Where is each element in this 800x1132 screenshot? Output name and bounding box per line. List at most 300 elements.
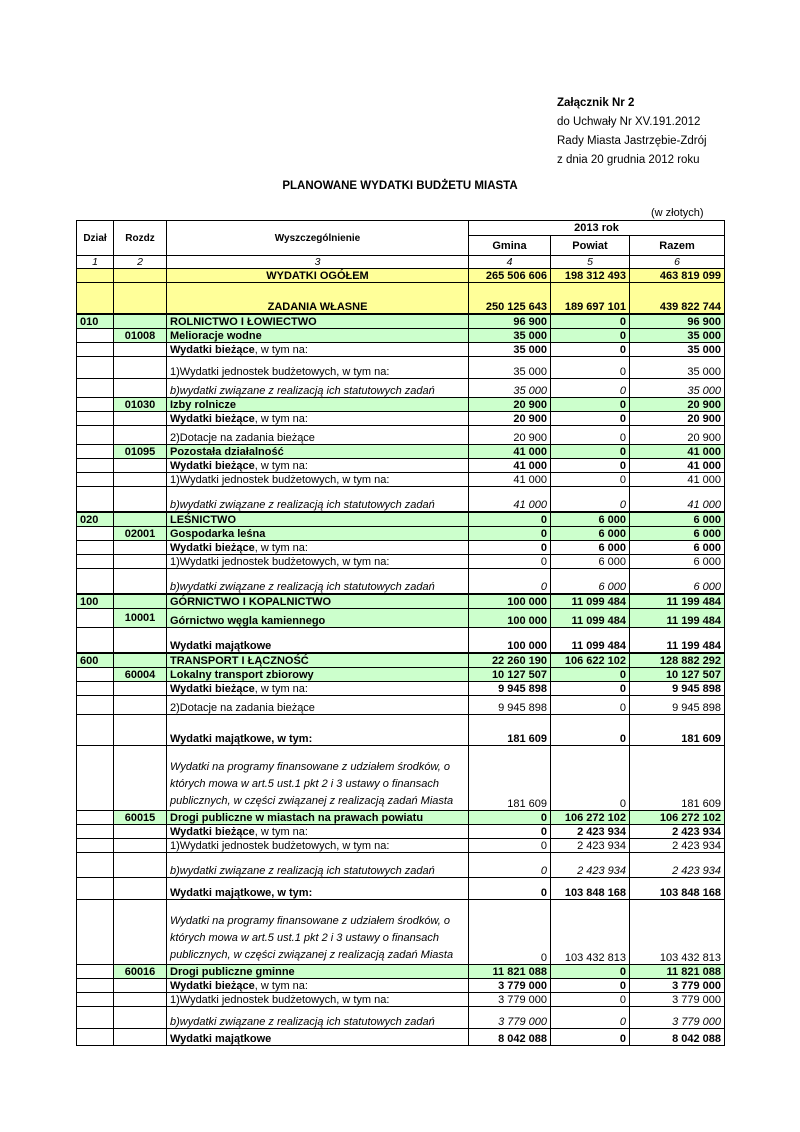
header-rozdz: Rozdz [114, 221, 167, 256]
dzial-cell [77, 527, 114, 541]
description-cell: GÓRNICTWO I KOPALNICTWO [167, 594, 469, 609]
column-number: 2 [114, 256, 167, 269]
table-row [77, 811, 725, 825]
header-gmina: Gmina [469, 236, 551, 256]
table-row [77, 979, 725, 993]
rozdz-cell [114, 979, 167, 993]
column-number: 3 [167, 256, 469, 269]
header-dzial: Dział [77, 221, 114, 256]
rozdz-cell [114, 541, 167, 555]
description-cell [167, 825, 469, 839]
rozdz-cell [114, 853, 167, 878]
powiat-value: 6 000 [551, 512, 630, 527]
header-year: 2013 rok [469, 221, 725, 236]
razem-value: 6 000 [630, 569, 725, 595]
gmina-value: 0 [469, 569, 551, 595]
gmina-value: 3 779 000 [469, 979, 551, 993]
razem-value: 3 779 000 [630, 993, 725, 1007]
powiat-value: 0 [551, 459, 630, 473]
razem-value: 10 127 507 [630, 668, 725, 682]
dzial-cell [77, 541, 114, 555]
table-row [77, 283, 725, 315]
description-cell [167, 878, 469, 900]
table-row [77, 379, 725, 398]
powiat-value: 0 [551, 357, 630, 379]
table-row [77, 459, 725, 473]
razem-value: 41 000 [630, 487, 725, 513]
table-row [77, 746, 725, 811]
razem-value: 11 199 484 [630, 628, 725, 654]
dzial-cell [77, 609, 114, 628]
description-cell: WYDATKI OGÓŁEM [167, 269, 469, 283]
razem-value: 20 900 [630, 412, 725, 426]
gmina-value: 41 000 [469, 459, 551, 473]
dzial-cell: 600 [77, 653, 114, 668]
powiat-value: 0 [551, 473, 630, 487]
powiat-value: 2 423 934 [551, 839, 630, 853]
header-description: Wyszczególnienie [167, 221, 469, 256]
dzial-cell [77, 283, 114, 315]
page-title: PLANOWANE WYDATKI BUDŻETU MIASTA [282, 180, 518, 192]
description-suffix: , w tym na: [254, 542, 308, 554]
description-bold: Wydatki majątkowe [170, 640, 272, 652]
description-cell: Lokalny transport zbiorowy [167, 668, 469, 682]
rozdz-cell [114, 653, 167, 668]
gmina-value: 0 [469, 527, 551, 541]
table-row [77, 473, 725, 487]
rozdz-cell [114, 343, 167, 357]
description-cell: b)wydatki związane z realizacją ich statutowych zadań [167, 1007, 469, 1029]
dzial-cell: 010 [77, 314, 114, 329]
rozdz-cell [114, 283, 167, 315]
gmina-value: 0 [469, 853, 551, 878]
description-cell: LEŚNICTWO [167, 512, 469, 527]
description-cell: b)wydatki związane z realizacją ich statutowych zadań [167, 853, 469, 878]
gmina-value: 35 000 [469, 343, 551, 357]
table-row [77, 839, 725, 853]
rozdz-cell: 01095 [114, 445, 167, 459]
razem-value: 41 000 [630, 473, 725, 487]
dzial-cell [77, 398, 114, 412]
razem-value: 103 432 813 [630, 900, 725, 965]
powiat-value: 11 099 484 [551, 628, 630, 654]
description-cell: 1)Wydatki jednostek budżetowych, w tym na: [167, 555, 469, 569]
razem-value: 6 000 [630, 512, 725, 527]
table-row [77, 594, 725, 609]
powiat-value: 6 000 [551, 527, 630, 541]
description-suffix: , w tym na: [254, 460, 308, 472]
dzial-cell [77, 811, 114, 825]
table-row [77, 569, 725, 595]
gmina-value: 0 [469, 825, 551, 839]
razem-value: 35 000 [630, 343, 725, 357]
description-suffix: , w tym na: [254, 413, 308, 425]
razem-value: 11 821 088 [630, 965, 725, 979]
gmina-value: 41 000 [469, 473, 551, 487]
rozdz-cell [114, 379, 167, 398]
rozdz-cell: 02001 [114, 527, 167, 541]
powiat-value: 0 [551, 487, 630, 513]
powiat-value: 0 [551, 746, 630, 811]
dzial-cell [77, 878, 114, 900]
budget-table [76, 220, 725, 1046]
rozdz-cell: 01008 [114, 329, 167, 343]
gmina-value: 41 000 [469, 445, 551, 459]
description-cell [167, 459, 469, 473]
gmina-value: 3 779 000 [469, 1007, 551, 1029]
powiat-value: 189 697 101 [551, 283, 630, 315]
dzial-cell [77, 555, 114, 569]
rozdz-cell [114, 696, 167, 715]
dzial-cell [77, 379, 114, 398]
table-row [77, 314, 725, 329]
powiat-value: 0 [551, 979, 630, 993]
description-suffix: , w tym na: [254, 826, 308, 838]
description-suffix: , w tym na: [254, 344, 308, 356]
powiat-value: 0 [551, 314, 630, 329]
razem-value: 2 423 934 [630, 839, 725, 853]
powiat-value: 0 [551, 668, 630, 682]
powiat-value: 0 [551, 329, 630, 343]
razem-value: 35 000 [630, 379, 725, 398]
table-row [77, 993, 725, 1007]
gmina-value: 8 042 088 [469, 1029, 551, 1046]
description-cell [167, 343, 469, 357]
gmina-value: 3 779 000 [469, 993, 551, 1007]
description-cell: Wydatki na programy finansowane z udziałem środków, o których mowa w art.5 ust.1 pkt 2 i 3 ustawy o finansach publicznych, w części związanej z realizacją zadań Miasta [167, 900, 469, 965]
razem-value: 41 000 [630, 445, 725, 459]
dzial-cell [77, 1029, 114, 1046]
description-cell: Pozostała działalność [167, 445, 469, 459]
powiat-value: 0 [551, 1029, 630, 1046]
dzial-cell [77, 696, 114, 715]
gmina-value: 0 [469, 839, 551, 853]
gmina-value: 9 945 898 [469, 696, 551, 715]
dzial-cell [77, 1007, 114, 1029]
gmina-value: 10 127 507 [469, 668, 551, 682]
description-cell: Drogi publiczne gminne [167, 965, 469, 979]
description-bold: Wydatki bieżące [170, 683, 255, 695]
rozdz-cell [114, 746, 167, 811]
description-cell: Górnictwo węgla kamiennego [167, 609, 469, 628]
description-bold: Wydatki bieżące [170, 542, 255, 554]
razem-value: 35 000 [630, 357, 725, 379]
gmina-value: 22 260 190 [469, 653, 551, 668]
column-number: 6 [630, 256, 725, 269]
gmina-value: 20 900 [469, 398, 551, 412]
description-cell [167, 412, 469, 426]
dzial-cell [77, 853, 114, 878]
powiat-value: 198 312 493 [551, 269, 630, 283]
description-bold: Wydatki majątkowe, w tym: [170, 733, 313, 745]
powiat-value: 0 [551, 445, 630, 459]
powiat-value: 106 622 102 [551, 653, 630, 668]
description-cell [167, 715, 469, 746]
gmina-value: 181 609 [469, 715, 551, 746]
rozdz-cell [114, 715, 167, 746]
powiat-value: 11 099 484 [551, 609, 630, 628]
rozdz-cell [114, 357, 167, 379]
description-cell: ZADANIA WŁASNE [167, 283, 469, 315]
dzial-cell [77, 412, 114, 426]
description-cell: b)wydatki związane z realizacją ich statutowych zadań [167, 487, 469, 513]
table-row [77, 653, 725, 668]
dzial-cell [77, 459, 114, 473]
rozdz-cell: 60015 [114, 811, 167, 825]
razem-value: 6 000 [630, 541, 725, 555]
dzial-cell [77, 715, 114, 746]
rozdz-cell [114, 473, 167, 487]
gmina-value: 35 000 [469, 379, 551, 398]
gmina-value: 96 900 [469, 314, 551, 329]
dzial-cell [77, 269, 114, 283]
razem-value: 439 822 744 [630, 283, 725, 315]
dzial-cell [77, 569, 114, 595]
powiat-value: 0 [551, 412, 630, 426]
dzial-cell [77, 965, 114, 979]
razem-value: 6 000 [630, 555, 725, 569]
dzial-cell [77, 343, 114, 357]
description-bold: Wydatki majątkowe, w tym: [170, 887, 313, 899]
gmina-value: 11 821 088 [469, 965, 551, 979]
rozdz-cell [114, 839, 167, 853]
dzial-cell [77, 445, 114, 459]
gmina-value: 41 000 [469, 487, 551, 513]
resolution-date: z dnia 20 grudnia 2012 roku [557, 154, 700, 166]
razem-value: 11 199 484 [630, 594, 725, 609]
header-razem: Razem [630, 236, 725, 256]
council-name: Rady Miasta Jastrzębie-Zdrój [557, 135, 707, 147]
rozdz-cell: 10001 [114, 609, 167, 628]
gmina-value: 0 [469, 900, 551, 965]
description-cell [167, 541, 469, 555]
description-cell: Gospodarka leśna [167, 527, 469, 541]
razem-value: 128 882 292 [630, 653, 725, 668]
razem-value: 2 423 934 [630, 853, 725, 878]
description-cell: Wydatki na programy finansowane z udziałem środków, o których mowa w art.5 ust.1 pkt 2 i 3 ustawy o finansach publicznych, w części związanej z realizacją zadań Miasta [167, 746, 469, 811]
table-row [77, 412, 725, 426]
razem-value: 181 609 [630, 715, 725, 746]
razem-value: 41 000 [630, 459, 725, 473]
table-row [77, 541, 725, 555]
powiat-value: 106 272 102 [551, 811, 630, 825]
gmina-value: 20 900 [469, 412, 551, 426]
powiat-value: 103 432 813 [551, 900, 630, 965]
razem-value: 9 945 898 [630, 696, 725, 715]
gmina-value: 100 000 [469, 594, 551, 609]
table-row [77, 357, 725, 379]
rozdz-cell [114, 1007, 167, 1029]
razem-value: 106 272 102 [630, 811, 725, 825]
rozdz-cell [114, 594, 167, 609]
rozdz-cell [114, 1029, 167, 1046]
description-bold: Wydatki bieżące [170, 826, 255, 838]
dzial-cell [77, 473, 114, 487]
powiat-value: 2 423 934 [551, 825, 630, 839]
gmina-value: 9 945 898 [469, 682, 551, 696]
description-cell: Melioracje wodne [167, 329, 469, 343]
column-number: 4 [469, 256, 551, 269]
rozdz-cell: 60004 [114, 668, 167, 682]
header-powiat: Powiat [551, 236, 630, 256]
razem-value: 3 779 000 [630, 1007, 725, 1029]
description-suffix: , w tym na: [254, 683, 308, 695]
razem-value: 6 000 [630, 527, 725, 541]
gmina-value: 35 000 [469, 357, 551, 379]
description-cell: 2)Dotacje na zadania bieżące [167, 426, 469, 445]
description-bold: Wydatki bieżące [170, 344, 255, 356]
description-cell: 1)Wydatki jednostek budżetowych, w tym na: [167, 993, 469, 1007]
gmina-value: 100 000 [469, 628, 551, 654]
description-suffix: , w tym na: [254, 980, 308, 992]
gmina-value: 0 [469, 811, 551, 825]
rozdz-cell [114, 487, 167, 513]
column-number: 1 [77, 256, 114, 269]
table-row [77, 715, 725, 746]
rozdz-cell [114, 569, 167, 595]
dzial-cell [77, 839, 114, 853]
powiat-value: 11 099 484 [551, 594, 630, 609]
table-row [77, 1029, 725, 1046]
powiat-value: 6 000 [551, 541, 630, 555]
rozdz-cell [114, 512, 167, 527]
table-row [77, 900, 725, 965]
description-cell: 2)Dotacje na zadania bieżące [167, 696, 469, 715]
powiat-value: 6 000 [551, 569, 630, 595]
table-row [77, 269, 725, 283]
description-cell: b)wydatki związane z realizacją ich statutowych zadań [167, 379, 469, 398]
description-bold: Wydatki bieżące [170, 980, 255, 992]
gmina-value: 100 000 [469, 609, 551, 628]
dzial-cell [77, 746, 114, 811]
powiat-value: 0 [551, 379, 630, 398]
description-cell: ROLNICTWO I ŁOWIECTWO [167, 314, 469, 329]
description-cell: 1)Wydatki jednostek budżetowych, w tym na: [167, 473, 469, 487]
powiat-value: 0 [551, 426, 630, 445]
description-cell: TRANSPORT I ŁĄCZNOŚĆ [167, 653, 469, 668]
rozdz-cell [114, 459, 167, 473]
dzial-cell [77, 487, 114, 513]
razem-value: 103 848 168 [630, 878, 725, 900]
column-number: 5 [551, 256, 630, 269]
razem-value: 96 900 [630, 314, 725, 329]
rozdz-cell [114, 900, 167, 965]
description-bold: Wydatki bieżące [170, 413, 255, 425]
razem-value: 9 945 898 [630, 682, 725, 696]
razem-value: 181 609 [630, 746, 725, 811]
dzial-cell [77, 993, 114, 1007]
rozdz-cell [114, 555, 167, 569]
powiat-value: 6 000 [551, 555, 630, 569]
document-header [557, 94, 707, 170]
description-bold: Wydatki bieżące [170, 460, 255, 472]
table-row [77, 1007, 725, 1029]
rozdz-cell [114, 269, 167, 283]
razem-value: 20 900 [630, 398, 725, 412]
powiat-value: 0 [551, 398, 630, 412]
column-number-row [77, 256, 725, 269]
powiat-value: 2 423 934 [551, 853, 630, 878]
razem-value: 20 900 [630, 426, 725, 445]
table-row [77, 682, 725, 696]
powiat-value: 0 [551, 343, 630, 357]
powiat-value: 0 [551, 696, 630, 715]
table-row [77, 668, 725, 682]
dzial-cell [77, 357, 114, 379]
rozdz-cell [114, 993, 167, 1007]
table-row [77, 609, 725, 628]
razem-value: 463 819 099 [630, 269, 725, 283]
table-row [77, 825, 725, 839]
table-row [77, 426, 725, 445]
rozdz-cell [114, 426, 167, 445]
table-row [77, 512, 725, 527]
rozdz-cell [114, 825, 167, 839]
table-row [77, 527, 725, 541]
dzial-cell [77, 979, 114, 993]
rozdz-cell [114, 412, 167, 426]
table-row [77, 343, 725, 357]
table-row [77, 487, 725, 513]
description-cell: Drogi publiczne w miastach na prawach powiatu [167, 811, 469, 825]
razem-value: 3 779 000 [630, 979, 725, 993]
gmina-value: 0 [469, 512, 551, 527]
dzial-cell [77, 825, 114, 839]
resolution-number: do Uchwały Nr XV.191.2012 [557, 116, 701, 128]
attachment-number: Załącznik Nr 2 [557, 97, 635, 109]
rozdz-cell: 60016 [114, 965, 167, 979]
gmina-value: 20 900 [469, 426, 551, 445]
table-row [77, 696, 725, 715]
dzial-cell [77, 329, 114, 343]
powiat-value: 103 848 168 [551, 878, 630, 900]
rozdz-cell [114, 682, 167, 696]
table-row [77, 628, 725, 654]
razem-value: 8 042 088 [630, 1029, 725, 1046]
dzial-cell [77, 628, 114, 654]
dzial-cell [77, 900, 114, 965]
gmina-value: 0 [469, 555, 551, 569]
rozdz-cell: 01030 [114, 398, 167, 412]
dzial-cell [77, 426, 114, 445]
table-row [77, 398, 725, 412]
gmina-value: 0 [469, 878, 551, 900]
dzial-cell [77, 682, 114, 696]
dzial-cell: 020 [77, 512, 114, 527]
rozdz-cell [114, 878, 167, 900]
description-cell [167, 1029, 469, 1046]
razem-value: 2 423 934 [630, 825, 725, 839]
description-bold: Wydatki majątkowe [170, 1033, 272, 1045]
gmina-value: 181 609 [469, 746, 551, 811]
table-row [77, 878, 725, 900]
description-cell [167, 979, 469, 993]
rozdz-cell [114, 628, 167, 654]
unit-note: (w złotych) [651, 207, 704, 219]
description-cell: 1)Wydatki jednostek budżetowych, w tym na: [167, 357, 469, 379]
description-cell [167, 628, 469, 654]
table-header-row [77, 221, 725, 236]
powiat-value: 0 [551, 993, 630, 1007]
table-row [77, 445, 725, 459]
gmina-value: 265 506 606 [469, 269, 551, 283]
rozdz-cell [114, 314, 167, 329]
gmina-value: 250 125 643 [469, 283, 551, 315]
table-row [77, 555, 725, 569]
powiat-value: 0 [551, 965, 630, 979]
razem-value: 35 000 [630, 329, 725, 343]
description-cell: b)wydatki związane z realizacją ich statutowych zadań [167, 569, 469, 595]
